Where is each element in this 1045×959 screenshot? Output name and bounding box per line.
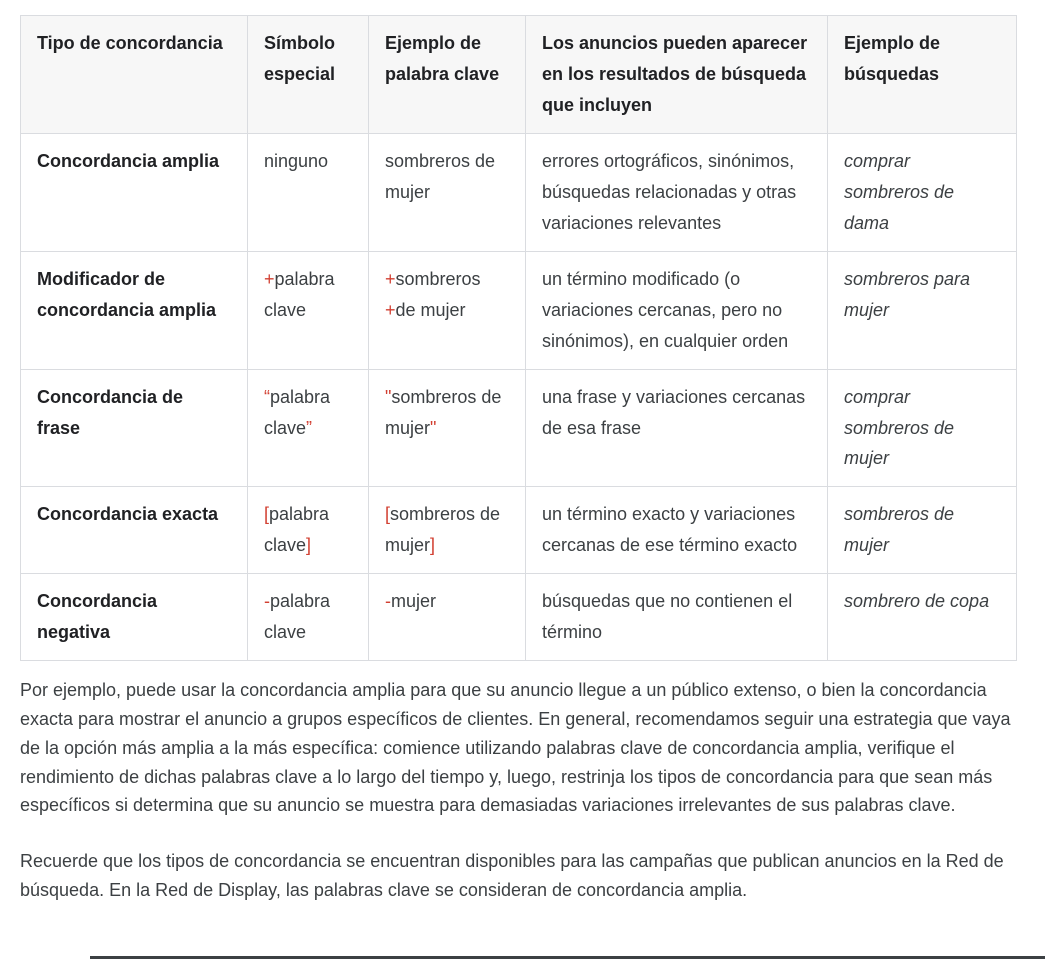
keyword-example-cell — [369, 574, 526, 661]
special-symbol-cell — [248, 487, 369, 574]
cell-text: sombreros de mujer — [385, 150, 496, 202]
column-header-match-type: Tipo de concordancia — [21, 16, 248, 134]
paragraph-strategy: Por ejemplo, puede usar la concordancia amplia para que su anuncio llegue a un público extenso, o bien la concordancia exacta para mostrar el anuncio a grupos específicos de clientes. En general, recomendamos seguir una estrategia que vaya de la opción más amplia a la más específica: comience utilizando palabras clave de concordancia amplia, verifique el rendimiento de dichas palabras clave a lo largo del tiempo y, luego, restrinja los tipos de concordancia para que sean más específicos si determina que su anuncio se muestra para demasiadas variaciones irrelevantes de sus palabras clave. — [20, 680, 1011, 816]
cell-text: palabra clave — [264, 386, 331, 438]
search-results-cell: errores ortográficos, sinónimos, búsquedas relacionadas y otras variaciones relevantes — [526, 133, 828, 251]
table-row — [21, 133, 1017, 251]
keyword-example-cell — [369, 133, 526, 251]
match-symbol: " — [385, 386, 392, 407]
search-results-cell: búsquedas que no contienen el término — [526, 574, 828, 661]
match-type-name: Concordancia exacta — [21, 487, 248, 574]
cell-text: sombreros de mujer — [385, 386, 502, 438]
keyword-example-cell — [369, 251, 526, 369]
table-row — [21, 369, 1017, 487]
match-type-name: Concordancia amplia — [21, 133, 248, 251]
match-symbol: - — [385, 591, 391, 612]
column-header-search-results: Los anuncios pueden aparecer en los resultados de búsqueda que incluyen — [526, 16, 828, 134]
table-row — [21, 574, 1017, 661]
search-example-cell: comprar sombreros de dama — [828, 133, 1017, 251]
table-header-row — [21, 16, 1017, 134]
match-symbol: - — [264, 591, 270, 612]
paragraph-networks: Recuerde que los tipos de concordancia se encuentran disponibles para las campañas que publican anuncios en la Red de búsqueda. En la Red de Display, las palabras clave se consideran de concordancia amplia. — [20, 851, 1004, 901]
match-symbol: + — [385, 268, 396, 289]
table-row — [21, 487, 1017, 574]
search-example-cell: sombrero de copa — [828, 574, 1017, 661]
search-results-cell: un término exacto y variaciones cercanas de ese término exacto — [526, 487, 828, 574]
match-symbol: ] — [430, 535, 436, 556]
search-results-cell: un término modificado (o variaciones cercanas, pero no sinónimos), en cualquier orden — [526, 251, 828, 369]
match-types-table — [20, 15, 1017, 661]
table-row — [21, 251, 1017, 369]
match-symbol: + — [264, 268, 275, 289]
match-type-name: Concordancia negativa — [21, 574, 248, 661]
cell-text: sombreros — [395, 268, 481, 289]
cell-text: palabra clave — [264, 504, 330, 556]
match-symbol: + — [385, 299, 396, 320]
search-example-cell: sombreros para mujer — [828, 251, 1017, 369]
match-symbol: ” — [306, 417, 313, 438]
match-symbol: ] — [306, 535, 312, 556]
special-symbol-cell — [248, 574, 369, 661]
column-header-search-example: Ejemplo de búsquedas — [828, 16, 1017, 134]
match-type-name: Concordancia de frase — [21, 369, 248, 487]
match-type-name: Modificador de concordancia amplia — [21, 251, 248, 369]
cell-text: mujer — [391, 591, 437, 612]
match-symbol: [ — [264, 504, 270, 525]
special-symbol-cell — [248, 369, 369, 487]
special-symbol-cell — [248, 133, 369, 251]
cell-text: sombreros de mujer — [385, 504, 501, 556]
column-header-special-symbol: Símbolo especial — [248, 16, 369, 134]
keyword-example-cell — [369, 369, 526, 487]
cell-text: palabra clave — [264, 591, 331, 643]
cell-text: palabra clave — [264, 268, 335, 320]
table-body — [21, 133, 1017, 660]
search-results-cell: una frase y variaciones cercanas de esa frase — [526, 369, 828, 487]
cell-text: ninguno — [264, 150, 329, 171]
search-example-cell: comprar sombreros de mujer — [828, 369, 1017, 487]
search-example-cell: sombreros de mujer — [828, 487, 1017, 574]
keyword-example-cell — [369, 487, 526, 574]
match-symbol: " — [430, 417, 437, 438]
special-symbol-cell — [248, 251, 369, 369]
cell-text: de mujer — [395, 299, 466, 320]
match-symbol: [ — [385, 504, 391, 525]
match-symbol: “ — [264, 386, 270, 407]
column-header-keyword-example: Ejemplo de palabra clave — [369, 16, 526, 134]
